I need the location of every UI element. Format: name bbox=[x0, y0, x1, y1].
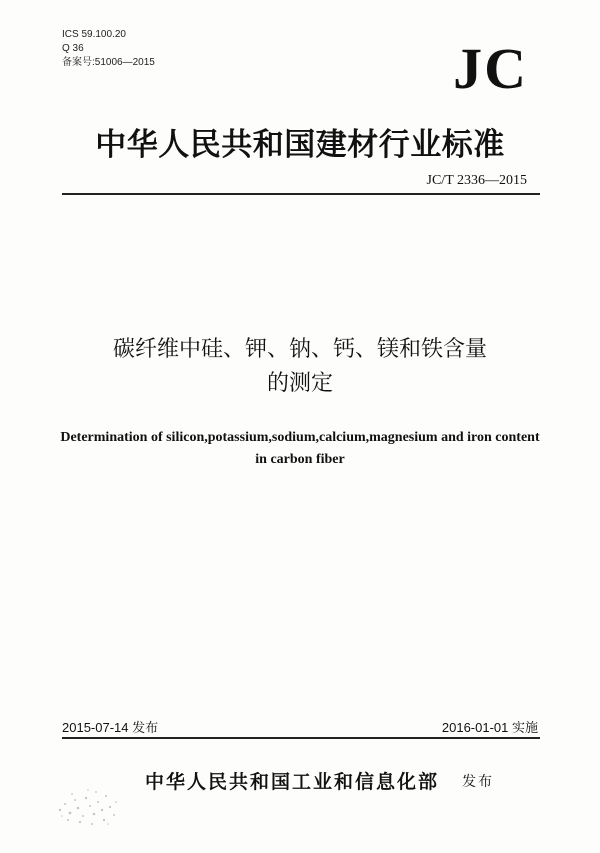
issue-date: 2015-07-14 发布 bbox=[62, 720, 159, 735]
document-title-zh-line1: 碳纤维中硅、钾、钠、钙、镁和铁含量 bbox=[112, 337, 487, 362]
bottom-divider bbox=[62, 737, 540, 739]
seal-stamp-mark bbox=[50, 780, 128, 832]
document-title-en-line2: in carbon fiber bbox=[255, 452, 345, 467]
ccs-code: Q 36 bbox=[62, 43, 84, 54]
publisher-verb: 发布 bbox=[462, 774, 494, 790]
publisher-name: 中华人民共和国工业和信息化部 bbox=[145, 771, 440, 793]
record-number: 备案号:51006—2015 bbox=[62, 57, 155, 68]
ics-code: ICS 59.100.20 bbox=[62, 29, 126, 40]
top-divider bbox=[62, 193, 540, 195]
implementation-date: 2016-01-01 实施 bbox=[441, 720, 538, 735]
classification-block bbox=[62, 28, 155, 70]
jc-logo: JC bbox=[453, 36, 528, 101]
document-title-en-line1: Determination of silicon,potassium,sodium,calcium,magnesium and iron content bbox=[60, 430, 540, 445]
standard-number: JC/T 2336—2015 bbox=[426, 173, 527, 188]
document-title-zh-line2: 的测定 bbox=[266, 371, 333, 396]
standard-series-title: 中华人民共和国建材行业标准 bbox=[95, 127, 505, 163]
